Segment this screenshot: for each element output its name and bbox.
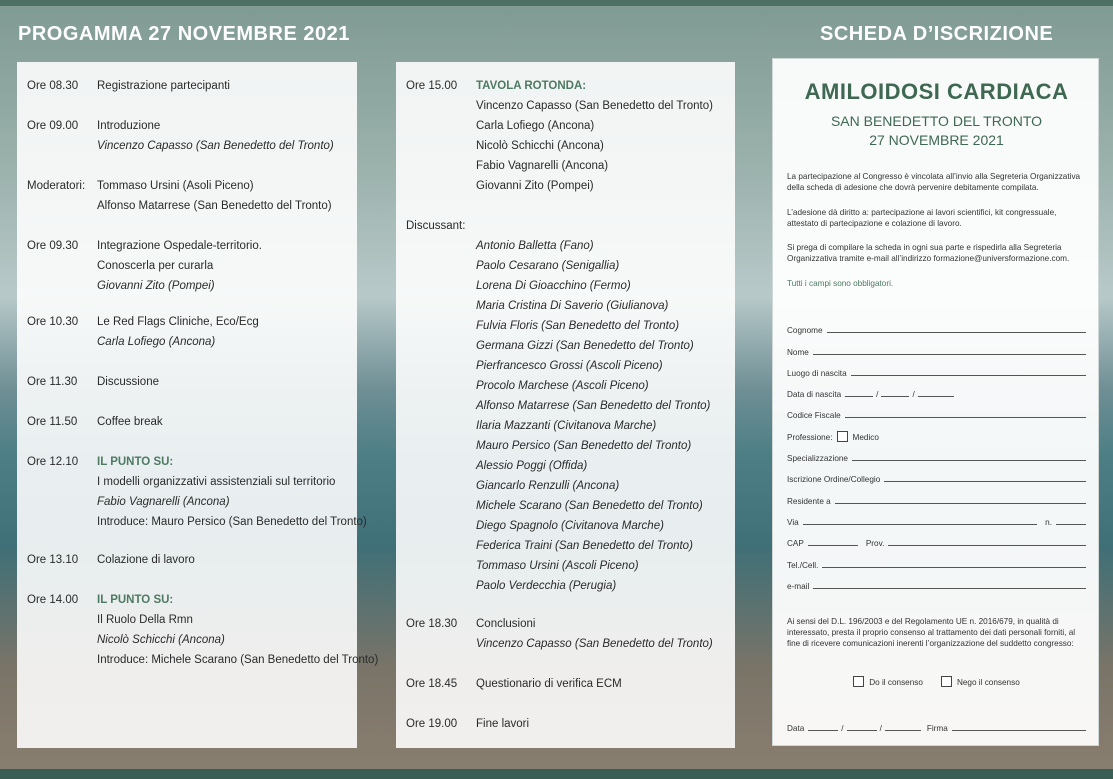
section-highlight: IL PUNTO SU: (97, 456, 174, 468)
consent-no-checkbox[interactable] (941, 676, 952, 687)
form-required-note: Tutti i campi sono obbligatori. (787, 279, 894, 288)
entry-time: Ore 18.30 (406, 618, 458, 630)
entry-text: Introduce: Michele Scarano (San Benedetto del Tronto) (97, 654, 379, 666)
entry-body (97, 412, 351, 432)
entry-body (476, 614, 729, 654)
entry-body (97, 452, 367, 532)
speaker-name: Carla Lofiego (Ancona) (97, 336, 216, 348)
speaker-name: Ilaria Mazzanti (Civitanova Marche) (476, 420, 657, 432)
entry-text: Coffee break (97, 416, 163, 428)
entry-text: Giovanni Zito (Pompei) (476, 180, 594, 192)
speaker-name: Vincenzo Capasso (San Benedetto del Tronto) (97, 140, 334, 152)
entry-time: Ore 13.10 (27, 554, 79, 566)
entry-time: Ore 09.30 (27, 240, 79, 252)
speaker-name: Germana Gizzi (San Benedetto del Tronto) (476, 340, 694, 352)
privacy-text: Ai sensi del D.L. 196/2003 e del Regolamento UE n. 2016/679, in qualità di interessato, presta il proprio consenso al trattamento dei dati personali forniti, al fine di ricevere comunicazioni inerenti l’organizzazione del suddetto congresso: (787, 617, 1076, 648)
speaker-name: Lorena Di Gioacchino (Fermo) (476, 280, 631, 292)
entry-body (476, 674, 729, 694)
entry-text: Questionario di verifica ECM (476, 678, 622, 690)
section-highlight: TAVOLA ROTONDA: (476, 80, 587, 92)
form-paragraph-3: Si prega di compilare la scheda in ogni sua parte e rispedirla alla Segreteria Organizzativa tramite e-mail all’indirizzo formazione@universformazione.com. (787, 243, 1070, 263)
form-event-city: SAN BENEDETTO DEL TRONTO (830, 113, 1043, 129)
section-highlight: IL PUNTO SU: (97, 594, 174, 606)
form-paragraph-1: La partecipazione al Congresso è vincolata all’invio alla Segreteria Organizzativa della scheda di adesione che dovrà pervenire debitamente compilata. (787, 172, 1081, 192)
field-via[interactable]: Via n. (787, 513, 1086, 527)
speaker-name: Pierfrancesco Grossi (Ascoli Piceno) (476, 360, 663, 372)
field-cognome[interactable]: Cognome (787, 321, 1086, 335)
form-paragraph-2: L’adesione dà diritto a: partecipazione ai lavori scientifici, kit congressuale, attestato di partecipazione e colazione di lavoro. (787, 208, 1057, 228)
consent-yes-checkbox[interactable] (853, 676, 864, 687)
speaker-name: Federica Traini (San Benedetto del Tronto) (476, 540, 693, 552)
speaker-name: Giancarlo Renzulli (Ancona) (476, 480, 620, 492)
entry-text: Introduce: Mauro Persico (San Benedetto del Tronto) (97, 516, 367, 528)
speaker-name: Alfonso Matarrese (San Benedetto del Tronto) (476, 400, 711, 412)
entry-body (97, 116, 351, 156)
medico-checkbox[interactable] (837, 431, 848, 442)
entry-text: I modelli organizzativi assistenziali sul territorio (97, 476, 336, 488)
entry-text: Fabio Vagnarelli (Ancona) (476, 160, 609, 172)
entry-text: Colazione di lavoro (97, 554, 195, 566)
entry-body (476, 216, 729, 596)
speaker-name: Nicolò Schicchi (Ancona) (97, 634, 225, 646)
speaker-name: Antonio Balletta (Fano) (476, 240, 594, 252)
field-nome[interactable]: Nome (787, 343, 1086, 357)
entry-body (97, 176, 351, 216)
field-professione: Professione: Medico (787, 433, 879, 442)
speaker-name: Fulvia Floris (San Benedetto del Tronto) (476, 320, 680, 332)
entry-time: Discussant: (406, 220, 466, 232)
entry-text: Carla Lofiego (Ancona) (476, 120, 595, 132)
consent-row: Do il consenso Nego il consenso (787, 673, 1086, 687)
speaker-name: Vincenzo Capasso (San Benedetto del Tronto) (476, 638, 713, 650)
entry-text: Le Red Flags Cliniche, Eco/Ecg (97, 316, 259, 328)
entry-time: Ore 14.00 (27, 594, 79, 606)
speaker-name: Procolo Marchese (Ascoli Piceno) (476, 380, 649, 392)
speaker-name: Mauro Persico (San Benedetto del Tronto) (476, 440, 692, 452)
entry-body (97, 312, 351, 352)
top-band (0, 0, 1113, 6)
entry-text: Il Ruolo Della Rmn (97, 614, 193, 626)
program-column-2 (396, 62, 735, 748)
entry-text: Integrazione Ospedale-territorio. (97, 240, 262, 252)
program-column-1 (17, 62, 379, 748)
entry-text: Tommaso Ursini (Asoli Piceno) (97, 180, 254, 192)
speaker-name: Giovanni Zito (Pompei) (97, 280, 215, 292)
speaker-name: Paolo Cesarano (Senigallia) (476, 260, 620, 272)
field-codice-fiscale[interactable]: Codice Fiscale (787, 406, 1086, 420)
entry-time: Ore 11.30 (27, 376, 78, 388)
entry-body (476, 76, 729, 196)
entry-text: Nicolò Schicchi (Ancona) (476, 140, 604, 152)
entry-time: Ore 11.50 (27, 416, 78, 428)
registration-form (772, 58, 1099, 746)
entry-body (97, 372, 351, 392)
field-residente[interactable]: Residente a (787, 492, 1086, 506)
field-iscrizione[interactable]: Iscrizione Ordine/Collegio (787, 470, 1086, 484)
entry-body (97, 590, 379, 670)
entry-time: Ore 18.45 (406, 678, 458, 690)
entry-body (97, 76, 351, 96)
field-specializzazione[interactable]: Specializzazione (787, 449, 1086, 463)
entry-text: Conclusioni (476, 618, 536, 630)
entry-time: Ore 10.30 (27, 316, 79, 328)
speaker-name: Diego Spagnolo (Civitanova Marche) (476, 520, 664, 532)
entry-time: Ore 19.00 (406, 718, 458, 730)
speaker-name: Maria Cristina Di Saverio (Giulianova) (476, 300, 669, 312)
field-data-nascita[interactable]: Data di nascita / / (787, 385, 1086, 399)
entry-text: Introduzione (97, 120, 161, 132)
speaker-name: Michele Scarano (San Benedetto del Tronto) (476, 500, 703, 512)
field-luogo-nascita[interactable]: Luogo di nascita (787, 364, 1086, 378)
form-heading: SCHEDA D’ISCRIZIONE (820, 23, 1054, 45)
speaker-name: Paolo Verdecchia (Perugia) (476, 580, 617, 592)
bottom-band (0, 769, 1113, 779)
speaker-name: Tommaso Ursini (Ascoli Piceno) (476, 560, 639, 572)
entry-time: Ore 08.30 (27, 80, 79, 92)
entry-text: Alfonso Matarrese (San Benedetto del Tronto) (97, 200, 332, 212)
field-tel[interactable]: Tel./Cell. (787, 556, 1086, 570)
field-email[interactable]: e-mail (787, 577, 1086, 591)
speaker-name: Alessio Poggi (Offida) (476, 460, 588, 472)
entry-text: Vincenzo Capasso (San Benedetto del Tronto) (476, 100, 713, 112)
entry-time: Moderatori: (27, 180, 86, 192)
form-event-title: AMILOIDOSI CARDIACA (804, 79, 1069, 104)
entry-text: Fine lavori (476, 718, 530, 730)
entry-time: Ore 15.00 (406, 80, 458, 92)
entry-body (97, 236, 351, 296)
field-cap[interactable]: CAP Prov. (787, 534, 1086, 548)
entry-time: Ore 12.10 (27, 456, 79, 468)
entry-time: Ore 09.00 (27, 120, 79, 132)
entry-text (476, 216, 729, 236)
entry-body (97, 550, 351, 570)
entry-body (476, 714, 729, 734)
form-event-date: 27 NOVEMBRE 2021 (869, 132, 1004, 148)
field-data-firma[interactable]: Data / / Firma (787, 719, 1086, 733)
entry-text: Registrazione partecipanti (97, 80, 230, 92)
program-title: PROGAMMA 27 NOVEMBRE 2021 (18, 23, 350, 45)
entry-text: Discussione (97, 376, 159, 388)
entry-text: Conoscerla per curarla (97, 260, 214, 272)
speaker-name: Fabio Vagnarelli (Ancona) (97, 496, 230, 508)
